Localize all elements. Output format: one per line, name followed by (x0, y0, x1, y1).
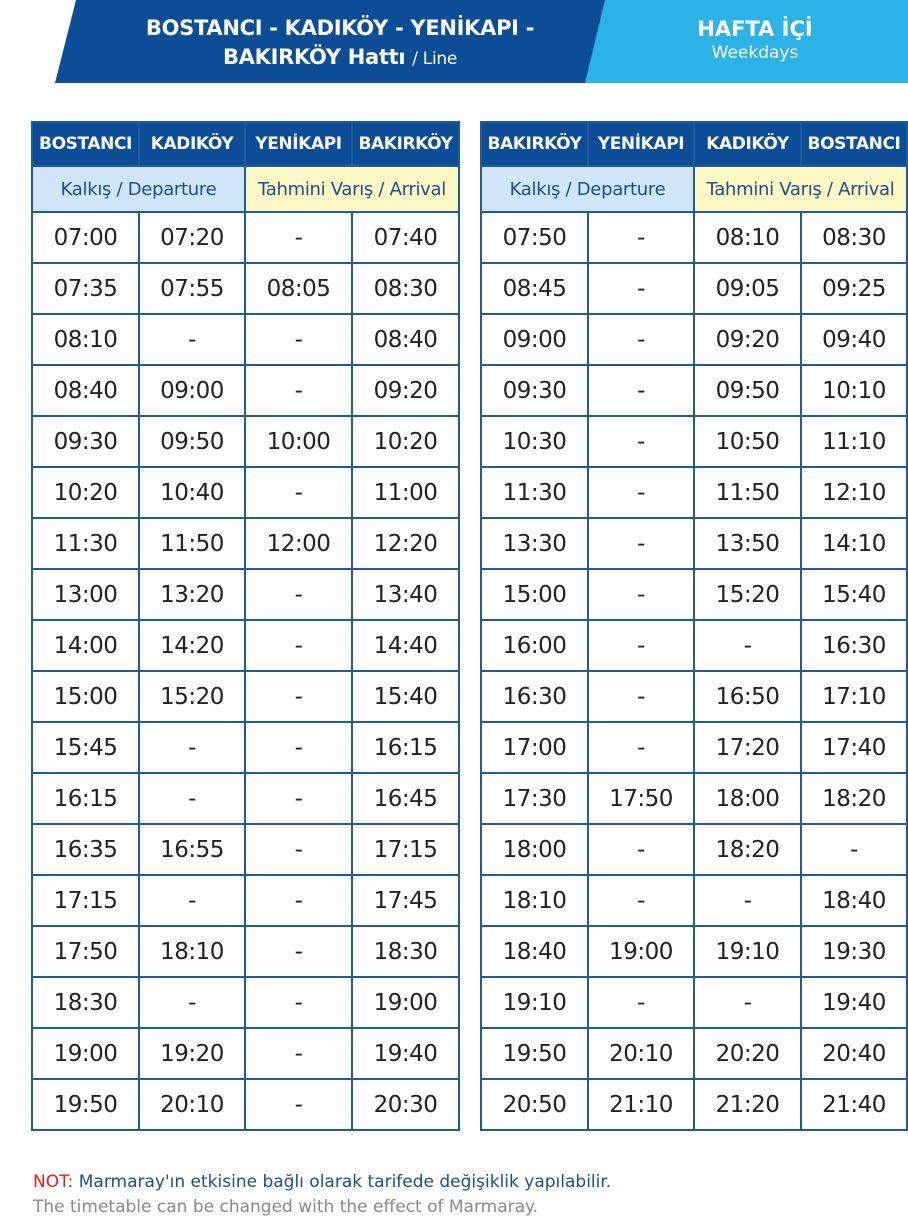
table-row (481, 926, 907, 977)
time-cell: - (245, 620, 352, 671)
time-cell: 17:20 (694, 722, 801, 773)
time-cell: 20:10 (139, 1079, 245, 1130)
time-cell: 20:10 (588, 1028, 694, 1079)
table-row (481, 773, 907, 824)
time-cell: 11:50 (139, 518, 245, 569)
time-cell: 16:15 (352, 722, 459, 773)
time-cell: 12:10 (801, 467, 907, 518)
time-cell: 19:10 (481, 977, 588, 1028)
table-row (481, 416, 907, 467)
table-row (481, 365, 907, 416)
table-row (481, 314, 907, 365)
time-cell: - (245, 1079, 352, 1130)
time-cell: 17:00 (481, 722, 588, 773)
time-cell: - (245, 365, 352, 416)
time-cell: 11:00 (352, 467, 459, 518)
time-cell: 18:00 (481, 824, 588, 875)
time-cell: 07:20 (139, 212, 245, 263)
line-title-sub: / Line (412, 49, 458, 69)
time-cell: 21:20 (694, 1079, 801, 1130)
time-cell: 16:15 (32, 773, 139, 824)
time-cell: 15:20 (694, 569, 801, 620)
time-cell: 09:50 (694, 365, 801, 416)
time-cell: 07:00 (32, 212, 139, 263)
timetable-inbound (480, 121, 908, 1131)
time-cell: - (139, 314, 245, 365)
table-row (481, 620, 907, 671)
time-cell: 16:30 (481, 671, 588, 722)
time-cell: - (588, 824, 694, 875)
table-row (32, 620, 459, 671)
table-row (481, 722, 907, 773)
time-cell: 16:00 (481, 620, 588, 671)
line-title-name: BAKIRKÖY Hattı (222, 45, 406, 69)
note-text-tr: Marmaray'ın etkisine bağlı olarak tarifede değişiklik yapılabilir. (78, 1172, 612, 1192)
arrival-label: Tahmini Varış / Arrival (694, 166, 907, 212)
time-cell: 08:40 (352, 314, 459, 365)
time-cell: 15:00 (32, 671, 139, 722)
time-cell: - (588, 263, 694, 314)
time-cell: 10:10 (801, 365, 907, 416)
time-cell: - (245, 773, 352, 824)
time-cell: 16:55 (139, 824, 245, 875)
time-cell: 08:10 (32, 314, 139, 365)
station-header: BAKIRKÖY (352, 122, 459, 166)
header-row (32, 122, 459, 166)
time-cell: 20:30 (352, 1079, 459, 1130)
time-cell: 09:30 (481, 365, 588, 416)
time-cell: - (694, 875, 801, 926)
time-cell: - (245, 671, 352, 722)
time-cell: 19:10 (694, 926, 801, 977)
time-cell: - (139, 722, 245, 773)
time-cell: - (588, 875, 694, 926)
time-cell: - (139, 773, 245, 824)
time-cell: 15:00 (481, 569, 588, 620)
time-cell: 19:00 (588, 926, 694, 977)
table-row (32, 875, 459, 926)
time-cell: 09:20 (694, 314, 801, 365)
time-cell: 16:35 (32, 824, 139, 875)
time-cell: 08:40 (32, 365, 139, 416)
time-cell: 09:00 (481, 314, 588, 365)
station-header: BOSTANCI (801, 122, 907, 166)
time-cell: 09:50 (139, 416, 245, 467)
time-cell: 07:55 (139, 263, 245, 314)
time-cell: 08:05 (245, 263, 352, 314)
time-cell: 16:30 (801, 620, 907, 671)
header-banner (0, 0, 908, 83)
time-cell: 18:20 (694, 824, 801, 875)
table-row (32, 671, 459, 722)
time-cell: 17:30 (481, 773, 588, 824)
table-row (32, 1079, 459, 1130)
time-cell: 18:30 (32, 977, 139, 1028)
time-cell: 18:10 (481, 875, 588, 926)
line-title (90, 14, 590, 74)
time-cell: - (245, 977, 352, 1028)
time-cell: 12:20 (352, 518, 459, 569)
time-cell: 18:40 (801, 875, 907, 926)
time-cell: 11:30 (32, 518, 139, 569)
table-row (481, 518, 907, 569)
time-cell: - (245, 212, 352, 263)
time-cell: - (694, 977, 801, 1028)
time-cell: 12:00 (245, 518, 352, 569)
time-cell: 18:40 (481, 926, 588, 977)
timetable-body (32, 212, 459, 1130)
note-text-en: The timetable can be changed with the effect of Marmaray. (33, 1197, 539, 1217)
time-cell: - (588, 314, 694, 365)
time-cell: 13:40 (352, 569, 459, 620)
time-cell: 18:00 (694, 773, 801, 824)
time-cell: 13:50 (694, 518, 801, 569)
time-cell: - (694, 620, 801, 671)
timetable-body (481, 212, 907, 1130)
time-cell: 07:50 (481, 212, 588, 263)
table-row (481, 671, 907, 722)
time-cell: - (245, 569, 352, 620)
time-cell: 14:10 (801, 518, 907, 569)
label-row (32, 166, 459, 212)
time-cell: 13:30 (481, 518, 588, 569)
time-cell: - (588, 620, 694, 671)
time-cell: - (245, 722, 352, 773)
table-row (32, 773, 459, 824)
time-cell: - (139, 977, 245, 1028)
time-cell: 07:35 (32, 263, 139, 314)
table-row (32, 416, 459, 467)
arrival-label: Tahmini Varış / Arrival (245, 166, 459, 212)
table-row (32, 263, 459, 314)
time-cell: 20:50 (481, 1079, 588, 1130)
table-row (32, 467, 459, 518)
time-cell: 20:40 (801, 1028, 907, 1079)
table-row (32, 977, 459, 1028)
time-cell: - (588, 416, 694, 467)
time-cell: 19:20 (139, 1028, 245, 1079)
time-cell: 15:20 (139, 671, 245, 722)
header-row (481, 122, 907, 166)
time-cell: - (588, 722, 694, 773)
time-cell: 17:45 (352, 875, 459, 926)
time-cell: - (588, 671, 694, 722)
time-cell: - (139, 875, 245, 926)
station-header: YENİKAPI (588, 122, 694, 166)
time-cell: 10:20 (32, 467, 139, 518)
time-cell: 19:40 (352, 1028, 459, 1079)
time-cell: 08:30 (801, 212, 907, 263)
time-cell: 07:40 (352, 212, 459, 263)
time-cell: - (588, 977, 694, 1028)
time-cell: 17:10 (801, 671, 907, 722)
time-cell: 19:30 (801, 926, 907, 977)
time-cell: - (245, 824, 352, 875)
time-cell: 08:10 (694, 212, 801, 263)
time-cell: 08:30 (352, 263, 459, 314)
time-cell: 19:00 (32, 1028, 139, 1079)
time-cell: 13:00 (32, 569, 139, 620)
station-header: YENİKAPI (245, 122, 352, 166)
time-cell: - (245, 467, 352, 518)
table-row (32, 1028, 459, 1079)
table-row (481, 467, 907, 518)
table-row (32, 365, 459, 416)
time-cell: 09:20 (352, 365, 459, 416)
time-cell: 10:40 (139, 467, 245, 518)
time-cell: 21:40 (801, 1079, 907, 1130)
time-cell: 09:40 (801, 314, 907, 365)
time-cell: - (245, 1028, 352, 1079)
time-cell: 14:20 (139, 620, 245, 671)
table-row (481, 263, 907, 314)
time-cell: - (245, 926, 352, 977)
time-cell: 18:10 (139, 926, 245, 977)
time-cell: 21:10 (588, 1079, 694, 1130)
time-cell: - (801, 824, 907, 875)
day-type-tr: HAFTA İÇİ (697, 17, 813, 41)
day-type-en: Weekdays (711, 43, 799, 63)
time-cell: 14:40 (352, 620, 459, 671)
time-cell: 19:00 (352, 977, 459, 1028)
note-label: NOT: (33, 1172, 74, 1192)
line-title-row1: BOSTANCI - KADIKÖY - YENİKAPI - (145, 16, 535, 40)
time-cell: 10:30 (481, 416, 588, 467)
time-cell: 20:20 (694, 1028, 801, 1079)
table-row (481, 1079, 907, 1130)
table-row (32, 926, 459, 977)
station-header: BAKIRKÖY (481, 122, 588, 166)
time-cell: - (245, 314, 352, 365)
time-cell: 13:20 (139, 569, 245, 620)
time-cell: 15:40 (801, 569, 907, 620)
time-cell: 15:40 (352, 671, 459, 722)
time-cell: - (245, 875, 352, 926)
time-cell: 14:00 (32, 620, 139, 671)
table-row (32, 212, 459, 263)
time-cell: 10:50 (694, 416, 801, 467)
label-row (481, 166, 907, 212)
table-row (481, 212, 907, 263)
time-cell: 11:50 (694, 467, 801, 518)
departure-label: Kalkış / Departure (32, 166, 245, 212)
table-row (32, 314, 459, 365)
time-cell: 18:20 (801, 773, 907, 824)
timetable-outbound (31, 121, 460, 1131)
note-tr (33, 1170, 611, 1194)
time-cell: 16:50 (694, 671, 801, 722)
time-cell: 19:50 (481, 1028, 588, 1079)
time-cell: - (588, 467, 694, 518)
time-cell: - (588, 365, 694, 416)
time-cell: 19:50 (32, 1079, 139, 1130)
table-row (32, 722, 459, 773)
time-cell: 09:25 (801, 263, 907, 314)
time-cell: 09:30 (32, 416, 139, 467)
time-cell: - (588, 518, 694, 569)
time-cell: 17:50 (588, 773, 694, 824)
departure-label: Kalkış / Departure (481, 166, 694, 212)
table-row (481, 569, 907, 620)
time-cell: 17:15 (32, 875, 139, 926)
time-cell: 17:50 (32, 926, 139, 977)
time-cell: 10:00 (245, 416, 352, 467)
line-title-row2 (90, 43, 590, 74)
table-row (481, 977, 907, 1028)
table-row (32, 824, 459, 875)
time-cell: 17:40 (801, 722, 907, 773)
time-cell: - (588, 212, 694, 263)
time-cell: 08:45 (481, 263, 588, 314)
time-cell: 09:05 (694, 263, 801, 314)
time-cell: 11:30 (481, 467, 588, 518)
time-cell: 10:20 (352, 416, 459, 467)
table-row (32, 518, 459, 569)
day-type (640, 16, 870, 64)
time-cell: 09:00 (139, 365, 245, 416)
station-header: KADIKÖY (139, 122, 245, 166)
table-row (481, 1028, 907, 1079)
table-row (481, 875, 907, 926)
time-cell: 15:45 (32, 722, 139, 773)
station-header: BOSTANCI (32, 122, 139, 166)
time-cell: 17:15 (352, 824, 459, 875)
table-row (32, 569, 459, 620)
station-header: KADIKÖY (694, 122, 801, 166)
time-cell: 18:30 (352, 926, 459, 977)
table-row (481, 824, 907, 875)
time-cell: 11:10 (801, 416, 907, 467)
time-cell: 19:40 (801, 977, 907, 1028)
time-cell: 16:45 (352, 773, 459, 824)
time-cell: - (588, 569, 694, 620)
